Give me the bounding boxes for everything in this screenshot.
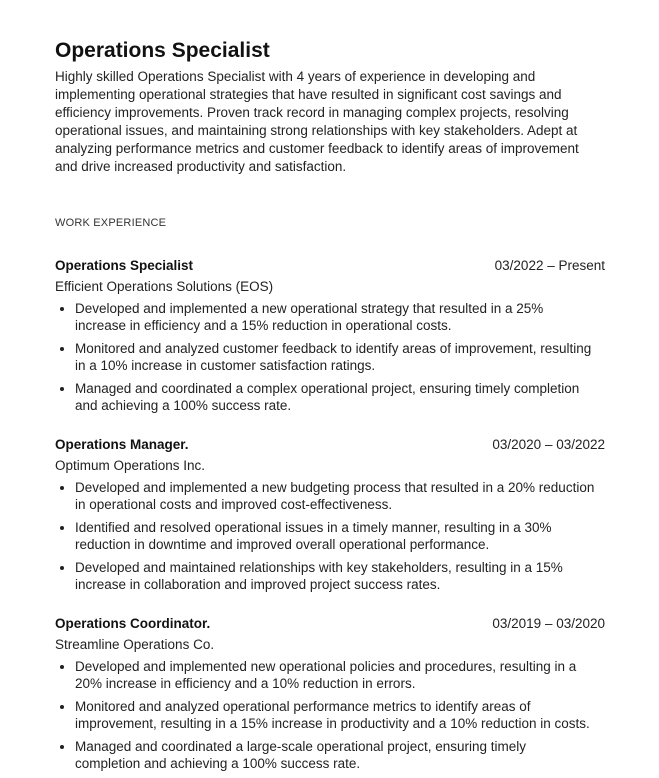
achievement-list (55, 300, 595, 414)
achievement-list (55, 658, 595, 772)
resume-page (55, 38, 605, 778)
professional-summary: Highly skilled Operations Specialist with 4 years of experience in developing and implementing operational strategies that have resulted in significant cost savings and efficiency improvements. Proven track record in managing complex projects, resolving operational issues, and maintaining strong relationships with key stakeholders. Adept at analyzing performance metrics and customer feedback to identify areas of improvement and drive increased productivity and satisfaction. (55, 69, 579, 174)
company-name: Streamline Operations Co. (55, 637, 215, 652)
achievement-item: • Developed and implemented new operational policies and procedures, resulting in a 20% increase in efficiency and a 10% reduction in errors. (75, 658, 595, 692)
job-entry (55, 436, 605, 593)
job-header (55, 257, 605, 275)
resume-title: Operations Specialist (55, 39, 270, 62)
achievement-item: • Identified and resolved operational issues in a timely manner, resulting in a 30% reduction in downtime and improved overall operational performance. (75, 519, 595, 553)
achievement-item: • Managed and coordinated a complex operational project, ensuring timely completion and achieving a 100% success rate. (75, 380, 595, 414)
job-dates: 03/2022 – Present (494, 258, 605, 273)
company-name: Efficient Operations Solutions (EOS) (55, 279, 274, 294)
job-header (55, 436, 605, 454)
job-dates: 03/2020 – 03/2022 (492, 437, 605, 452)
achievement-item: • Managed and coordinated a large-scale operational project, ensuring timely completion and achieving a 100% success rate. (75, 738, 595, 772)
section-heading-work-experience: WORK EXPERIENCE (55, 217, 167, 229)
achievement-item: • Monitored and analyzed operational performance metrics to identify areas of improvement, resulting in a 15% increase in productivity and a 10% reduction in costs. (75, 698, 595, 732)
job-title: Operations Manager. (55, 437, 189, 452)
achievement-item: • Developed and maintained relationships with key stakeholders, resulting in a 15% increase in collaboration and improved project success rates. (75, 559, 595, 593)
achievement-item: • Monitored and analyzed customer feedback to identify areas of improvement, resulting in a 10% increase in customer satisfaction ratings. (75, 340, 595, 374)
job-title: Operations Specialist (55, 258, 194, 273)
job-dates: 03/2019 – 03/2020 (492, 616, 605, 631)
company-name: Optimum Operations Inc. (55, 458, 206, 473)
job-entry (55, 615, 605, 772)
job-entry (55, 257, 605, 414)
job-title: Operations Coordinator. (55, 616, 211, 631)
achievement-item: • Developed and implemented a new budgeting process that resulted in a 20% reduction in operational costs and improved cost-effectiveness. (75, 479, 595, 513)
achievement-list (55, 479, 595, 593)
achievement-item: • Developed and implemented a new operational strategy that resulted in a 25% increase in efficiency and a 15% reduction in operational costs. (75, 300, 595, 334)
job-header (55, 615, 605, 633)
